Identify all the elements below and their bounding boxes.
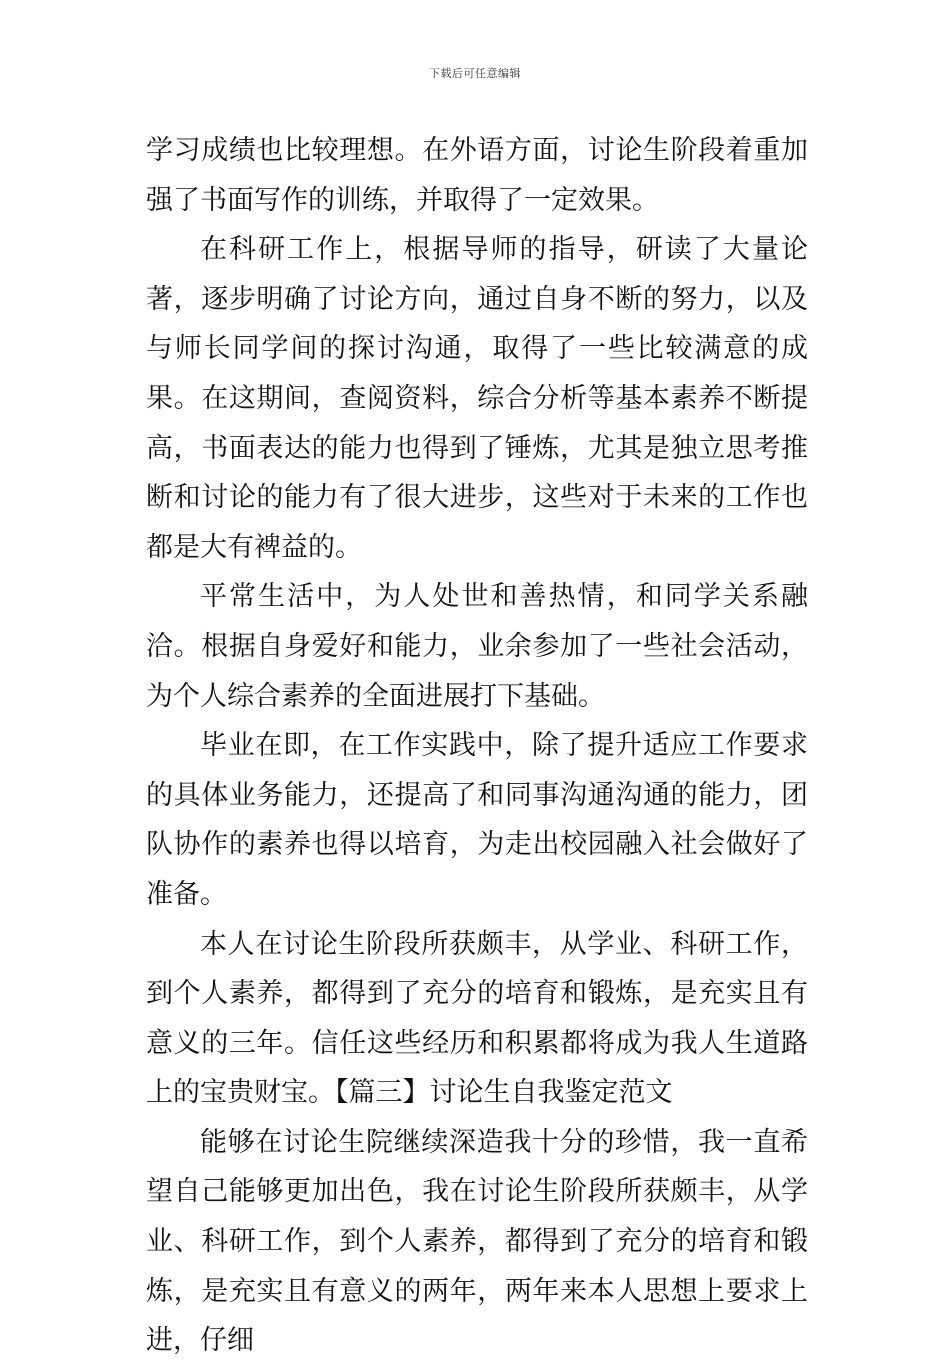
paragraph-part-three: 能够在讨论生院继续深造我十分的珍惜，我一直希望自己能够更加出色，我在讨论生阶段所获颇丰，从学业、科研工作，到个人素养，都得到了充分的培育和锻炼，是充实且有意义的两年，两年来本人思想上要求上进，仔细: [146, 1126, 808, 1357]
paragraph-summary: 本人在讨论生阶段所获颇丰，从学业、科研工作，到个人素养，都得到了充分的培育和锻炼，是充实且有意义的三年。信任这些经历和积累都将成为我人生道路上的宝贵财宝。【篇三】讨论生自我鉴定范文: [146, 928, 808, 1109]
paragraph-continuation: 学习成绩也比较理想。在外语方面，讨论生阶段着重加强了书面写作的训练，并取得了一定效果。: [146, 135, 808, 216]
page-header: 下载后可任意编辑: [429, 67, 521, 80]
paragraph-daily-life: 平常生活中，为人处世和善热情，和同学关系融洽。根据自身爱好和能力，业余参加了一些社会活动，为个人综合素养的全面进展打下基础。: [146, 581, 808, 712]
document-body: [146, 126, 808, 1366]
paragraph-work-practice: 毕业在即，在工作实践中，除了提升适应工作要求的具体业务能力，还提高了和同事沟通沟通的能力，团队协作的素养也得以培育，为走出校园融入社会做好了准备。: [146, 730, 808, 910]
paragraph-research: 在科研工作上，根据导师的指导，研读了大量论著，逐步明确了讨论方向，通过自身不断的努力，以及与师长同学间的探讨沟通，取得了一些比较满意的成果。在这期间，查阅资料，综合分析等基本素养不断提高，书面表达的能力也得到了锤炼，尤其是独立思考推断和讨论的能力有了很大进步，这些对于未来的工作也都是大有裨益的。: [146, 234, 808, 563]
